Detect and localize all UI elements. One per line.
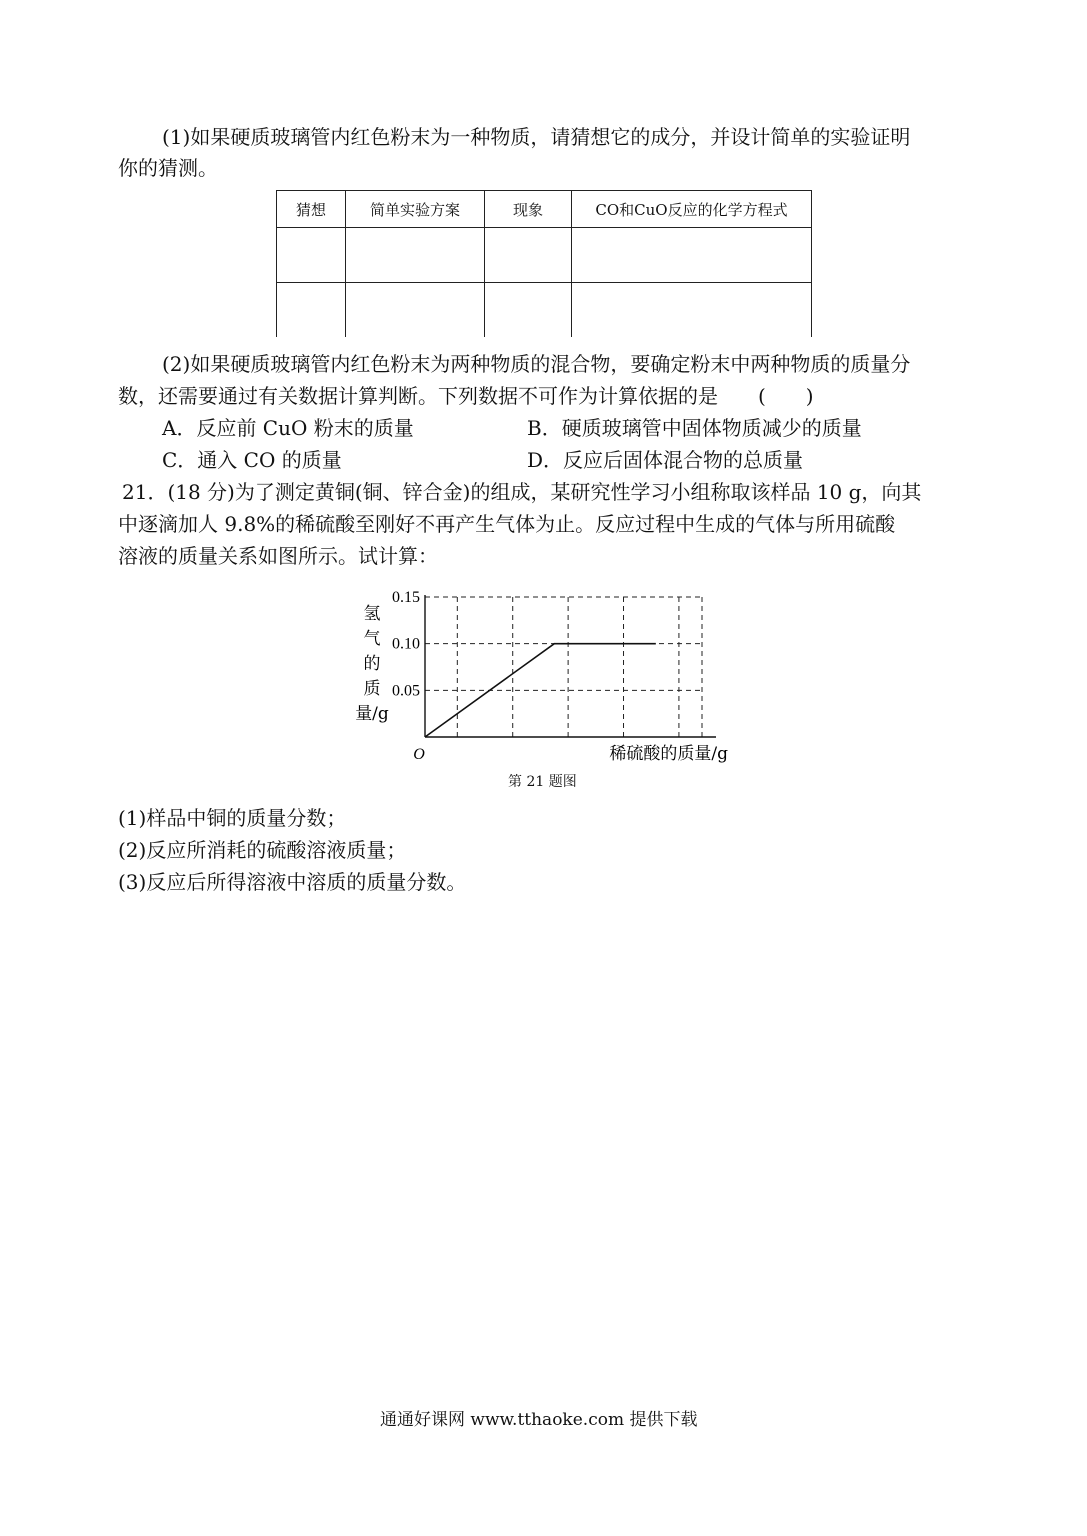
q20-part1-line1: (1)如果硬质玻璃管内红色粉末为一种物质，请猜想它的成分，并设计简单的实验证明: [162, 125, 911, 149]
option-b[interactable]: B．硬质玻璃管中固体物质减少的质量: [527, 416, 862, 440]
table-header-cell: 简单实验方案: [346, 191, 485, 228]
hydrogen-mass-chart: [330, 585, 750, 775]
table-header-cell: CO和CuO反应的化学方程式: [572, 191, 812, 228]
option-d[interactable]: D．反应后固体混合物的总质量: [527, 448, 804, 472]
series-line: [425, 644, 656, 737]
y-axis-label-char: 量/g: [355, 704, 389, 724]
q20-part2-line1: (2)如果硬质玻璃管内红色粉末为两种物质的混合物，要确定粉末中两种物质的质量分: [162, 352, 911, 376]
q20-part2-line2: 数，还需要通过有关数据计算判断。下列数据不可作为计算依据的是 ( ): [118, 384, 814, 408]
table-cell[interactable]: [572, 228, 812, 283]
table-cell[interactable]: [485, 283, 572, 338]
table-cell[interactable]: [346, 228, 485, 283]
origin-label: O: [413, 746, 425, 763]
table-cell[interactable]: [572, 283, 812, 338]
table-header-cell: 现象: [485, 191, 572, 228]
q21-sub1: (1)样品中铜的质量分数；: [118, 806, 347, 830]
table-cell[interactable]: [346, 283, 485, 338]
table-row: [277, 228, 812, 283]
q21-line3: 溶液的质量关系如图所示。试计算：: [118, 544, 438, 568]
option-a[interactable]: A．反应前 CuO 粉末的质量: [162, 416, 414, 440]
x-axis-label: 稀硫酸的质量/g: [609, 744, 728, 764]
table-row: [277, 283, 812, 338]
q20-part1-line2: 你的猜测。: [118, 156, 218, 180]
guess-table: [276, 190, 812, 337]
y-axis-label-char: 质: [363, 679, 381, 699]
table-header-row: [277, 191, 812, 228]
table-header-cell: 猜想: [277, 191, 346, 228]
q21-sub2: (2)反应所消耗的硫酸溶液质量；: [118, 838, 407, 862]
y-axis-label-char: 的: [363, 654, 381, 674]
y-tick-label: 0.15: [392, 589, 420, 606]
option-c[interactable]: C．通入 CO 的质量: [162, 448, 342, 472]
figure-caption: 第 21 题图: [508, 774, 577, 790]
page-footer: 通通好课网 www.tthaoke.com 提供下载: [380, 1410, 698, 1430]
table-cell[interactable]: [277, 283, 346, 338]
y-axis-label-char: 气: [363, 629, 381, 649]
y-axis-label-char: 氢: [363, 604, 381, 624]
q21-line1: 21．(18 分)为了测定黄铜(铜、锌合金)的组成，某研究性学习小组称取该样品 10 g，向其: [122, 480, 922, 504]
y-tick-label: 0.05: [392, 682, 420, 700]
q21-sub3: (3)反应后所得溶液中溶质的质量分数。: [118, 870, 467, 894]
q21-line2: 中逐滴加人 9.8%的稀硫酸至刚好不再产生气体为止。反应过程中生成的气体与所用硫酸: [118, 512, 896, 536]
y-tick-label: 0.10: [392, 635, 420, 653]
table-cell[interactable]: [485, 228, 572, 283]
table-cell[interactable]: [277, 228, 346, 283]
